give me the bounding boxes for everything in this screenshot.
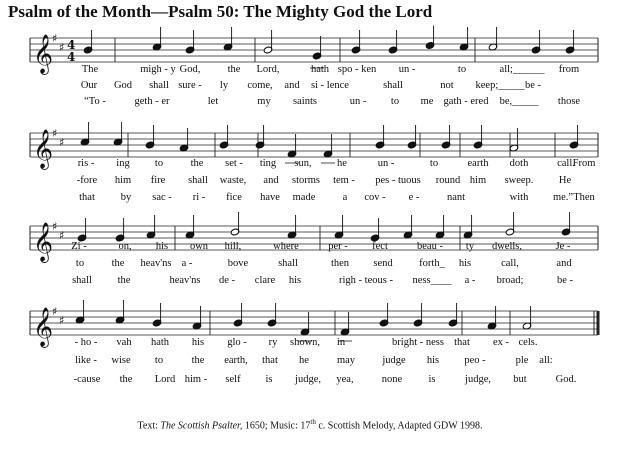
lyric-syllable: me xyxy=(420,96,434,107)
lyric-syllable: shall xyxy=(188,175,208,186)
lyric-syllable: fect xyxy=(372,241,388,252)
lyric-syllable: to xyxy=(154,158,164,169)
page-title: Psalm of the Month—Psalm 50: The Mighty God the Lord xyxy=(8,2,433,21)
time-signature-bottom: 4 xyxy=(67,50,76,64)
treble-clef-icon: 𝄞 xyxy=(33,222,54,262)
lyric-line xyxy=(0,64,620,78)
lyric-syllable: the xyxy=(117,275,131,286)
lyric-syllable: and xyxy=(263,175,279,186)
lyric-syllable: clare xyxy=(254,275,276,286)
lyric-syllable: per - xyxy=(328,241,348,252)
lyric-line xyxy=(0,275,620,289)
lyric-syllable: ness____ xyxy=(412,275,452,286)
lyric-syllable: heav'ns xyxy=(140,258,172,269)
credit-source-title: The Scottish Psalter, xyxy=(160,420,243,432)
lyric-syllable: earth, xyxy=(224,355,248,366)
lyric-syllable: my xyxy=(257,96,271,107)
lyric-syllable: Zi - xyxy=(71,241,87,252)
lyric-syllable: and xyxy=(556,258,572,269)
lyric-syllable: round xyxy=(435,175,461,186)
lyric-syllable: peo - xyxy=(464,355,486,366)
sharp-icon: ♯ xyxy=(59,229,65,242)
music-staff-4 xyxy=(0,303,620,363)
lyric-syllable: forth_ xyxy=(419,258,445,269)
lyric-syllable: the xyxy=(119,374,133,385)
lyric-syllable: the xyxy=(227,64,241,75)
lyric-syllable: God, xyxy=(179,64,201,75)
lyric-syllable: send xyxy=(373,258,393,269)
lyric-syllable: judge xyxy=(382,355,406,366)
lyric-syllable: vah xyxy=(116,337,132,348)
lyric-syllable: -fore xyxy=(76,175,98,186)
lyric-syllable: keep;_____ xyxy=(475,80,525,91)
credit-prefix: Text: xyxy=(137,420,161,432)
lyric-syllable: to xyxy=(75,258,85,269)
lyric-syllable: nant xyxy=(446,192,466,203)
lyric-syllable: storms xyxy=(291,175,321,186)
lyric-line xyxy=(0,258,620,272)
lyric-syllable: Our xyxy=(80,80,98,91)
lyric-syllable: the xyxy=(191,355,205,366)
lyric-line xyxy=(0,158,620,172)
lyric-syllable: bove xyxy=(227,258,249,269)
credit-middle: 1650; Music: 17 xyxy=(242,420,311,432)
treble-clef-icon: 𝄞 xyxy=(33,34,54,74)
lyric-syllable: none xyxy=(381,374,403,385)
sharp-icon: ♯ xyxy=(59,41,65,54)
lyric-syllable: call, xyxy=(501,258,519,269)
lyric-syllable: e - xyxy=(408,192,420,203)
lyric-syllable: ex - xyxy=(492,337,510,348)
lyric-syllable: sweep. xyxy=(504,175,534,186)
lyric-syllable: a - xyxy=(181,258,193,269)
lyric-syllable: be - xyxy=(556,275,574,286)
lyric-syllable: he xyxy=(337,158,347,169)
lyric-syllable: like - xyxy=(75,355,97,366)
lyric-syllable: beau - xyxy=(417,241,443,252)
lyric-syllable: his xyxy=(288,275,302,286)
lyric-syllable: in xyxy=(336,337,346,348)
lyric-syllable: - ho - xyxy=(74,337,98,348)
lyric-syllable: cels. xyxy=(518,337,538,348)
lyric-line xyxy=(0,192,620,206)
lyric-syllable: pes - tuous xyxy=(375,175,421,186)
lyric-syllable: waste, xyxy=(219,175,247,186)
lyric-syllable: earth xyxy=(467,158,489,169)
lyric-syllable: de - xyxy=(218,275,236,286)
treble-clef-icon: 𝄞 xyxy=(33,129,54,169)
lyric-syllable: be,_____ xyxy=(499,96,539,107)
lyric-syllable: gath - ered xyxy=(443,96,489,107)
lyric-syllable: to xyxy=(390,96,400,107)
sharp-icon: ♯ xyxy=(52,305,58,318)
lyric-syllable: un - xyxy=(349,96,367,107)
credit-line xyxy=(0,418,620,431)
lyric-syllable: let xyxy=(207,96,219,107)
lyric-syllable: all: xyxy=(539,355,553,366)
lyric-syllable: sac - xyxy=(152,192,172,203)
lyric-syllable: glo - xyxy=(227,337,247,348)
treble-clef-icon: 𝄞 xyxy=(33,307,54,347)
lyric-syllable: call. xyxy=(557,158,575,169)
lyric-syllable: is xyxy=(265,374,273,385)
sharp-icon: ♯ xyxy=(52,127,58,140)
lyric-syllable: hath xyxy=(150,337,170,348)
lyric-syllable: sun, xyxy=(294,158,312,169)
lyric-syllable: cov - xyxy=(364,192,386,203)
lyric-syllable: his xyxy=(426,355,440,366)
lyric-syllable: not xyxy=(440,80,454,91)
lyric-syllable: from xyxy=(558,64,580,75)
lyric-syllable: all;______ xyxy=(499,64,545,75)
lyric-syllable: then xyxy=(330,258,350,269)
lyric-syllable: si - lence xyxy=(311,80,349,91)
lyric-syllable: me.” xyxy=(552,192,574,203)
lyric-syllable: that xyxy=(79,192,95,203)
lyric-syllable: his xyxy=(155,241,169,252)
lyric-syllable: Je - xyxy=(555,241,571,252)
lyric-syllable: ly xyxy=(219,80,229,91)
lyric-syllable: ing xyxy=(116,158,130,169)
lyric-syllable: he xyxy=(299,355,309,366)
lyric-syllable: shall xyxy=(383,80,403,91)
lyric-syllable: judge, xyxy=(465,374,491,385)
lyric-syllable: broad; xyxy=(496,275,524,286)
lyric-syllable: a - xyxy=(464,275,476,286)
lyric-syllable: fire xyxy=(150,175,166,186)
lyric-line xyxy=(0,241,620,255)
lyric-syllable: to xyxy=(154,355,164,366)
lyric-syllable: doth xyxy=(509,158,529,169)
lyric-syllable: have xyxy=(260,192,280,203)
lyric-syllable: on, xyxy=(118,241,132,252)
credit-suffix: c. Scottish Melody, Adapted GDW 1998. xyxy=(315,420,483,432)
lyric-syllable: be - xyxy=(524,80,542,91)
lyric-syllable: saints xyxy=(293,96,317,107)
lyric-syllable: From xyxy=(572,158,596,169)
lyric-syllable: by xyxy=(120,192,132,203)
lyric-syllable: yea, xyxy=(336,374,354,385)
lyric-line xyxy=(0,175,620,189)
lyric-syllable: -cause xyxy=(73,374,101,385)
lyric-syllable: spo - ken xyxy=(337,64,377,75)
lyric-syllable: set - xyxy=(225,158,243,169)
lyric-syllable: self xyxy=(225,374,241,385)
time-signature-top: 4 xyxy=(67,38,76,52)
lyric-syllable: righ - teous - xyxy=(339,275,393,286)
sharp-icon: ♯ xyxy=(52,220,58,233)
lyric-syllable: that xyxy=(262,355,278,366)
lyric-line xyxy=(0,337,620,351)
lyric-syllable: shall xyxy=(72,275,92,286)
credit-sup: th xyxy=(310,418,316,426)
lyric-syllable: geth - er xyxy=(134,96,170,107)
lyric-syllable: God. xyxy=(555,374,577,385)
lyric-syllable: the xyxy=(190,158,204,169)
lyric-syllable: the xyxy=(111,258,125,269)
lyric-syllable: The xyxy=(81,64,99,75)
lyric-syllable: may xyxy=(336,355,356,366)
sharp-icon: ♯ xyxy=(59,314,65,327)
lyric-syllable: own xyxy=(189,241,209,252)
lyric-syllable: Lord, xyxy=(256,64,280,75)
lyric-syllable: shown, xyxy=(289,337,321,348)
lyric-syllable: sure - xyxy=(178,80,202,91)
lyric-syllable: shall xyxy=(278,258,298,269)
lyric-syllable: him xyxy=(114,175,132,186)
lyric-syllable: his xyxy=(191,337,205,348)
lyric-syllable: a xyxy=(342,192,348,203)
lyric-syllable: ry xyxy=(268,337,278,348)
lyric-syllable: Then xyxy=(573,192,595,203)
lyric-syllable: is xyxy=(428,374,436,385)
sharp-icon: ♯ xyxy=(52,32,58,45)
lyric-syllable: come, xyxy=(247,80,273,91)
lyric-syllable: but xyxy=(513,374,527,385)
lyric-syllable: made xyxy=(292,192,316,203)
lyric-syllable: fice xyxy=(226,192,242,203)
lyric-syllable: where xyxy=(273,241,299,252)
lyric-syllable: ty xyxy=(465,241,475,252)
lyric-syllable: hill, xyxy=(224,241,242,252)
lyric-syllable: ple xyxy=(515,355,529,366)
lyric-syllable: shall xyxy=(149,80,169,91)
lyric-syllable: heav'ns xyxy=(169,275,201,286)
lyric-syllable: bright - ness xyxy=(392,337,444,348)
lyric-syllable: hath xyxy=(310,64,330,75)
lyric-syllable: ris - xyxy=(77,158,95,169)
lyric-syllable: God xyxy=(113,80,133,91)
lyric-syllable: him - xyxy=(184,374,208,385)
lyric-syllable: him xyxy=(469,175,487,186)
lyric-syllable: dwells, xyxy=(491,241,523,252)
lyric-syllable: wise xyxy=(111,355,131,366)
lyric-syllable: “To - xyxy=(84,96,106,107)
lyric-syllable: and xyxy=(284,80,300,91)
lyric-syllable: those xyxy=(557,96,581,107)
lyric-syllable: un - xyxy=(398,64,416,75)
lyric-line xyxy=(0,80,620,94)
lyric-syllable: migh - y xyxy=(140,64,176,75)
lyric-syllable: that xyxy=(454,337,470,348)
lyric-line xyxy=(0,355,620,369)
sharp-icon: ♯ xyxy=(59,136,65,149)
lyric-syllable: to xyxy=(429,158,439,169)
lyric-syllable: ri - xyxy=(192,192,206,203)
lyric-line xyxy=(0,374,620,388)
lyric-syllable: tem - xyxy=(333,175,355,186)
lyric-line xyxy=(0,96,620,110)
lyric-syllable: He xyxy=(558,175,572,186)
lyric-syllable: with xyxy=(509,192,529,203)
lyric-syllable: judge, xyxy=(295,374,321,385)
lyric-syllable: un - xyxy=(377,158,395,169)
lyric-syllable: ting xyxy=(259,158,277,169)
lyric-syllable: Lord xyxy=(154,374,176,385)
lyric-syllable: his xyxy=(458,258,472,269)
lyric-syllable: to xyxy=(457,64,467,75)
